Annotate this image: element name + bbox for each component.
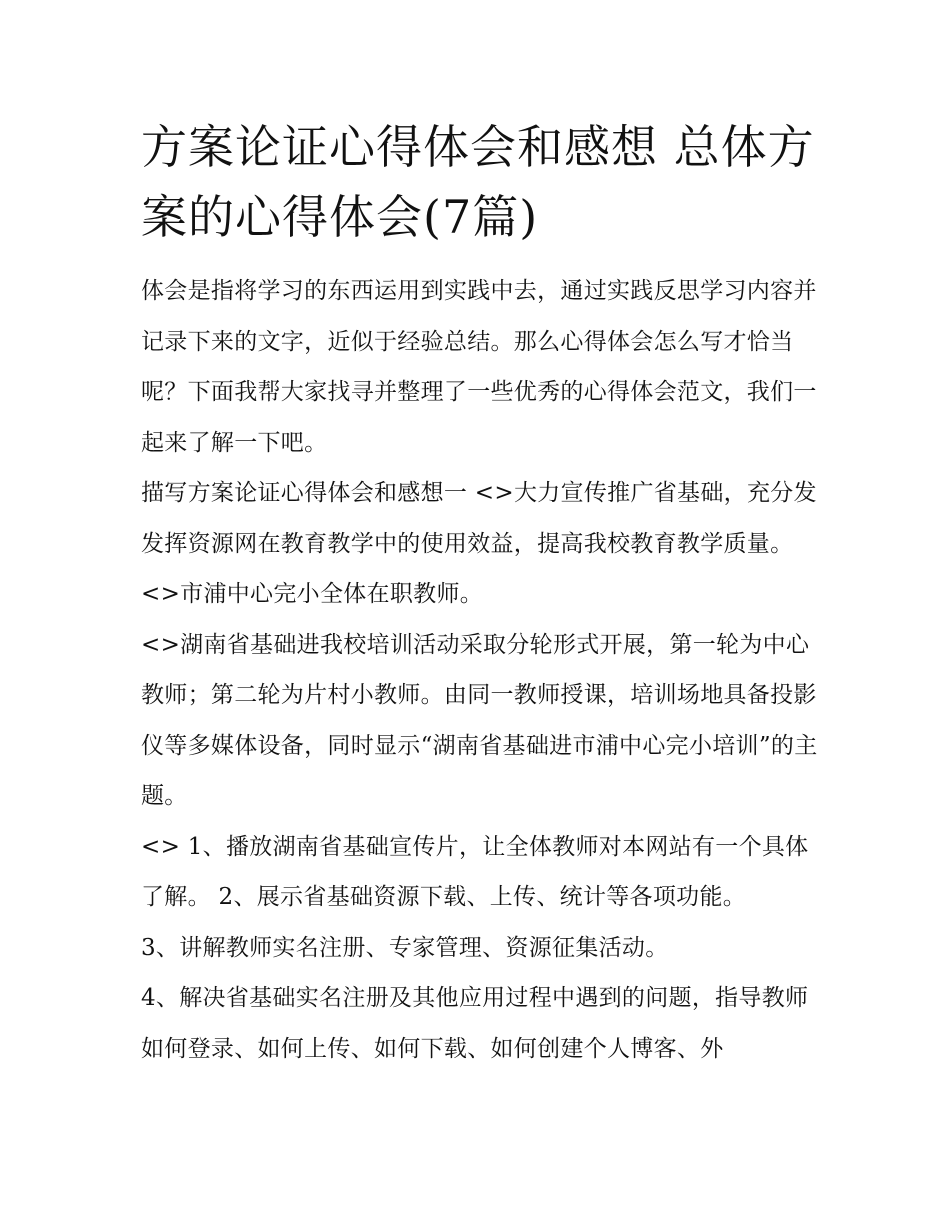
paragraph-intro: 体会是指将学习的东西运用到实践中去，通过实践反思学习内容并记录下来的文字，近似于经验总结。那么心得体会怎么写才恰当呢？下面我帮大家找寻并整理了一些优秀的心得体会范文，我们一起来了解一下吧。 <box>141 278 817 456</box>
document-page <box>141 112 821 1074</box>
paragraph-2: <>湖南省基础进我校培训活动采取分轮形式开展，第一轮为中心教师；第二轮为片村小教师。由同一教师授课，培训场地具备投影仪等多媒体设备，同时显示“湖南省基础进市浦中心完小培训”的主题。 <box>141 631 818 809</box>
paragraph-1: 描写方案论证心得体会和感想一 <>大力宣传推广省基础，充分发发挥资源网在教育教学中的使用效益，提高我校教育教学质量。 <>市浦中心完小全体在职教师。 <box>141 480 817 607</box>
document-title: 方案论证心得体会和感想 总体方案的心得体会(7篇) <box>141 120 815 244</box>
paragraph-5: 4、解决省基础实名注册及其他应用过程中遇到的问题，指导教师如何登录、如何上传、如何下载、如何创建个人博客、外 <box>141 985 809 1062</box>
paragraph-4: 3、讲解教师实名注册、专家管理、资源征集活动。 <box>141 934 669 961</box>
paragraph-3: <> 1、播放湖南省基础宣传片，让全体教师对本网站有一个具体了解。 2、展示省基础资源下载、上传、统计等各项功能。 <box>141 833 809 910</box>
